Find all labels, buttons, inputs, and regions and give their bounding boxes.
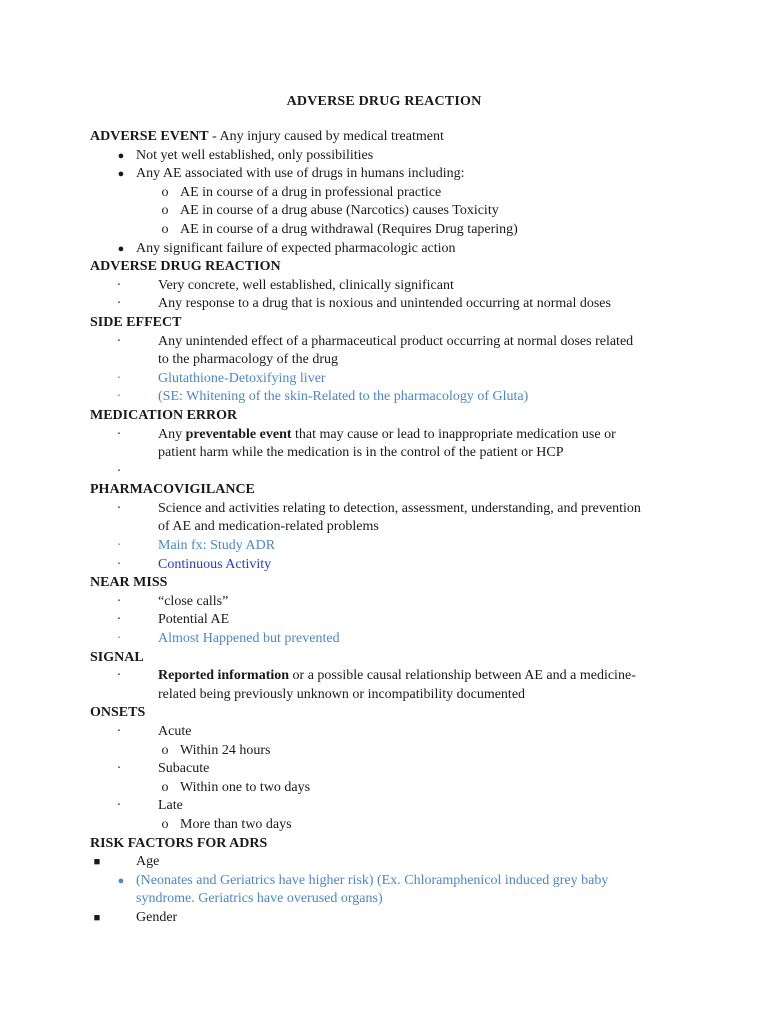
bullet-mid-icon: · — [116, 612, 122, 628]
list-item: · Any preventable event that may cause or lead to inappropriate medication use or — [90, 426, 690, 445]
list-item-continuation: to the pharmacology of the drug — [158, 352, 339, 368]
heading-adr: ADVERSE DRUG REACTION — [90, 259, 281, 275]
bullet-dot-icon: ● — [117, 874, 125, 887]
bullet-mid-icon: · — [116, 333, 122, 349]
heading-pharmacovigilance: PHARMACOVIGILANCE — [90, 482, 255, 498]
page-title: ADVERSE DRUG REACTION — [286, 94, 482, 109]
bullet-mid-icon: · — [116, 631, 122, 647]
sub-list-item: o More than two days — [90, 816, 690, 835]
bullet-mid-icon: · — [116, 370, 122, 386]
sub-list-item: o AE in course of a drug abuse (Narcotics) causes Toxicity — [90, 202, 690, 221]
bullet-dot-icon: ● — [117, 149, 125, 162]
bullet-square-icon: ■ — [93, 911, 101, 924]
list-item: · (SE: Whitening of the skin-Related to the pharmacology of Gluta) — [90, 388, 690, 407]
bullet-mid-icon: · — [116, 426, 122, 442]
list-item: ● Any AE associated with use of drugs in humans including: — [90, 165, 690, 184]
bullet-circle-icon: o — [161, 184, 169, 200]
list-item: · Potential AE — [90, 611, 690, 630]
list-item-continuation: syndrome. Geriatrics have overused organs) — [136, 891, 383, 907]
bullet-mid-icon: · — [116, 389, 122, 405]
bullet-mid-icon: · — [116, 668, 122, 684]
bullet-mid-icon: · — [116, 556, 122, 572]
heading-near-miss: NEAR MISS — [90, 575, 168, 591]
heading-onsets: ONSETS — [90, 705, 146, 721]
list-item: · Very concrete, well established, clinically significant — [90, 277, 690, 296]
bullet-mid-icon: · — [116, 538, 122, 554]
bullet-square-icon: ■ — [93, 856, 101, 869]
bullet-circle-icon: o — [161, 816, 169, 832]
bullet-mid-icon: · — [116, 593, 122, 609]
heading-risk-factors: RISK FACTORS FOR ADRS — [90, 835, 268, 851]
list-item-continuation: of AE and medication-related problems — [158, 519, 379, 535]
list-item-continuation: patient harm while the medication is in the control of the patient or HCP — [158, 445, 564, 461]
document-body — [90, 128, 690, 928]
list-item-empty — [90, 463, 690, 482]
adverse-event-definition — [90, 128, 690, 147]
list-item: ● (Neonates and Geriatrics have higher risk) (Ex. Chloramphenicol induced grey baby — [90, 872, 690, 891]
list-item: · “close calls” — [90, 593, 690, 612]
bullet-dot-icon: ● — [117, 242, 125, 255]
bullet-dot-icon: ● — [117, 168, 125, 181]
bullet-mid-icon: · — [116, 761, 122, 777]
heading-adverse-event: ADVERSE EVENT — [90, 129, 209, 144]
bullet-circle-icon: o — [161, 742, 169, 758]
list-item: · Science and activities relating to detection, assessment, understanding, and prevention — [90, 500, 690, 519]
list-item: ■ Gender — [90, 909, 690, 928]
bullet-mid-icon: · — [116, 798, 122, 814]
bullet-mid-icon: · — [116, 296, 122, 312]
heading-signal: SIGNAL — [90, 649, 144, 665]
list-item: · Glutathione-Detoxifying liver — [90, 370, 690, 389]
list-item: · Almost Happened but prevented — [90, 630, 690, 649]
bullet-mid-icon: · — [116, 277, 122, 293]
bullet-mid-icon: · — [116, 463, 122, 479]
emphasis-text: preventable event — [185, 426, 292, 442]
list-item: ■ Age — [90, 853, 690, 872]
bullet-mid-icon: · — [116, 724, 122, 739]
list-item: · Late — [90, 797, 690, 816]
heading-side-effect: SIDE EFFECT — [90, 314, 182, 330]
list-item: · Continuous Activity — [90, 556, 690, 575]
list-item: ● Any significant failure of expected pharmacologic action — [90, 240, 690, 259]
list-item: · Acute — [90, 723, 690, 742]
sub-list-item: o Within 24 hours — [90, 742, 690, 761]
sub-list-item: o AE in course of a drug withdrawal (Requires Drug tapering) — [90, 221, 690, 240]
sub-list-item: o AE in course of a drug in professional practice — [90, 184, 690, 203]
adverse-event-desc: - Any injury caused by medical treatment — [208, 129, 444, 144]
emphasis-text: Reported information — [158, 668, 290, 684]
list-item: · Any response to a drug that is noxious and unintended occurring at normal doses — [90, 295, 690, 314]
list-item: · Subacute — [90, 760, 690, 779]
list-item: · Reported information or a possible causal relationship between AE and a medicine- — [90, 667, 690, 686]
heading-medication-error: MEDICATION ERROR — [90, 407, 238, 423]
bullet-mid-icon: · — [116, 500, 122, 516]
list-item: · Any unintended effect of a pharmaceutical product occurring at normal doses related — [90, 333, 690, 352]
bullet-circle-icon: o — [161, 221, 169, 237]
bullet-circle-icon: o — [161, 203, 169, 219]
bullet-circle-icon: o — [161, 779, 169, 795]
list-item: ● Not yet well established, only possibilities — [90, 147, 690, 166]
list-item: · Main fx: Study ADR — [90, 537, 690, 556]
sub-list-item: o Within one to two days — [90, 779, 690, 798]
list-item-continuation: related being previously unknown or incompatibility documented — [158, 686, 526, 702]
